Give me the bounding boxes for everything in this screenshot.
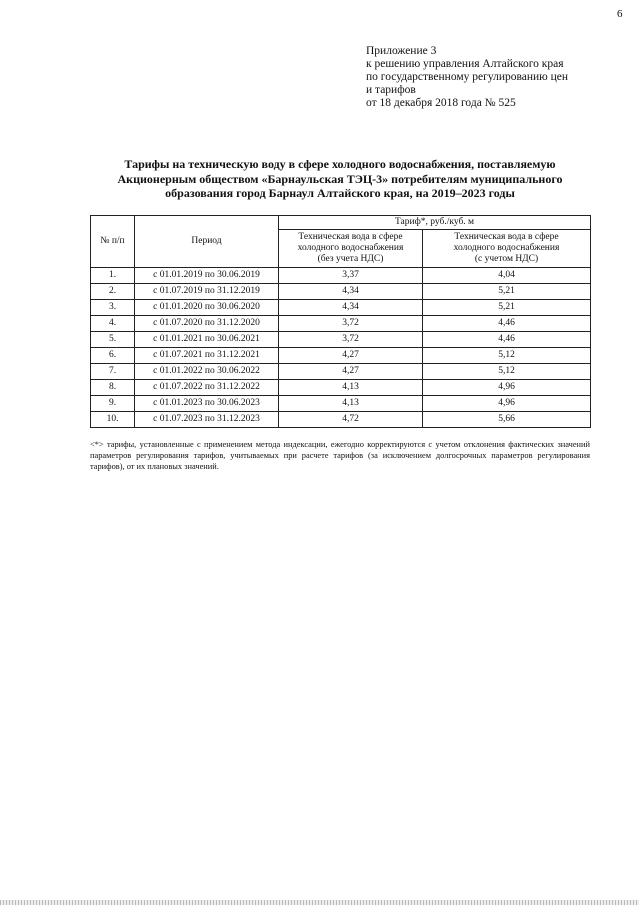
cell-period: с 01.01.2022 по 30.06.2022	[135, 364, 279, 380]
cell-with-vat: 5,21	[423, 300, 591, 316]
scan-edge	[0, 900, 639, 905]
cell-number: 3.	[91, 300, 135, 316]
cell-with-vat: 4,46	[423, 332, 591, 348]
cell-period: с 01.07.2022 по 31.12.2022	[135, 380, 279, 396]
cell-without-vat: 3,37	[279, 268, 423, 284]
table-row	[91, 364, 591, 380]
title-line: образования город Барнаул Алтайского края, на 2019–2023 годы	[165, 186, 515, 200]
table-row	[91, 284, 591, 300]
appendix-line: и тарифов	[366, 84, 416, 96]
table-row	[91, 412, 591, 428]
cell-period: с 01.07.2023 по 31.12.2023	[135, 412, 279, 428]
table-row	[91, 380, 591, 396]
table-row	[91, 300, 591, 316]
header-number: № п/п	[91, 216, 135, 268]
footnote: <*> тарифы, установленные с применением метода индексации, ежегодно корректируются с учетом отклонения фактических значений параметров регулирования тарифов, учитываемых при расчете тарифов (за исключением долгосрочных параметров регулирования тарифов), от их плановых значений.	[90, 440, 590, 471]
tariff-table	[90, 215, 591, 428]
cell-period: с 01.07.2019 по 31.12.2019	[135, 284, 279, 300]
cell-without-vat: 3,72	[279, 316, 423, 332]
cell-period: с 01.07.2021 по 31.12.2021	[135, 348, 279, 364]
table-row	[91, 396, 591, 412]
cell-with-vat: 4,04	[423, 268, 591, 284]
table-row	[91, 332, 591, 348]
cell-without-vat: 4,34	[279, 300, 423, 316]
header-tariff: Тариф*, руб./куб. м	[279, 216, 591, 230]
document-title	[90, 157, 590, 201]
cell-period: с 01.01.2021 по 30.06.2021	[135, 332, 279, 348]
title-line: Акционерным обществом «Барнаульская ТЭЦ-3» потребителям муниципального	[117, 171, 563, 186]
cell-with-vat: 5,21	[423, 284, 591, 300]
cell-number: 7.	[91, 364, 135, 380]
cell-number: 5.	[91, 332, 135, 348]
cell-with-vat: 5,66	[423, 412, 591, 428]
appendix-line: по государственному регулированию цен	[366, 71, 569, 83]
cell-without-vat: 4,27	[279, 364, 423, 380]
table-row	[91, 268, 591, 284]
cell-with-vat: 5,12	[423, 348, 591, 364]
cell-with-vat: 4,96	[423, 396, 591, 412]
cell-without-vat: 4,27	[279, 348, 423, 364]
cell-without-vat: 3,72	[279, 332, 423, 348]
cell-without-vat: 4,34	[279, 284, 423, 300]
table-row	[91, 348, 591, 364]
cell-period: с 01.01.2023 по 30.06.2023	[135, 396, 279, 412]
cell-without-vat: 4,13	[279, 380, 423, 396]
cell-without-vat: 4,13	[279, 396, 423, 412]
table-row	[91, 316, 591, 332]
table-header	[91, 216, 591, 268]
cell-number: 10.	[91, 412, 135, 428]
cell-period: с 01.07.2020 по 31.12.2020	[135, 316, 279, 332]
header-without-vat: Техническая вода в сфере холодного водоснабжения (без учета НДС)	[279, 230, 423, 268]
cell-number: 1.	[91, 268, 135, 284]
header-with-vat: Техническая вода в сфере холодного водоснабжения (с учетом НДС)	[423, 230, 591, 268]
cell-with-vat: 4,46	[423, 316, 591, 332]
title-line: Тарифы на техническую воду в сфере холодного водоснабжения, поставляемую	[124, 157, 556, 171]
cell-with-vat: 4,96	[423, 380, 591, 396]
cell-number: 8.	[91, 380, 135, 396]
cell-with-vat: 5,12	[423, 364, 591, 380]
appendix-line: Приложение 3	[366, 45, 437, 57]
appendix-block	[366, 45, 616, 110]
cell-number: 9.	[91, 396, 135, 412]
cell-without-vat: 4,72	[279, 412, 423, 428]
header-period: Период	[135, 216, 279, 268]
appendix-line: к решению управления Алтайского края	[366, 58, 564, 70]
cell-period: с 01.01.2020 по 30.06.2020	[135, 300, 279, 316]
page-number: 6	[617, 8, 623, 20]
cell-period: с 01.01.2019 по 30.06.2019	[135, 268, 279, 284]
cell-number: 6.	[91, 348, 135, 364]
appendix-line: от 18 декабря 2018 года № 525	[366, 97, 516, 109]
cell-number: 2.	[91, 284, 135, 300]
table-body	[91, 268, 591, 428]
cell-number: 4.	[91, 316, 135, 332]
